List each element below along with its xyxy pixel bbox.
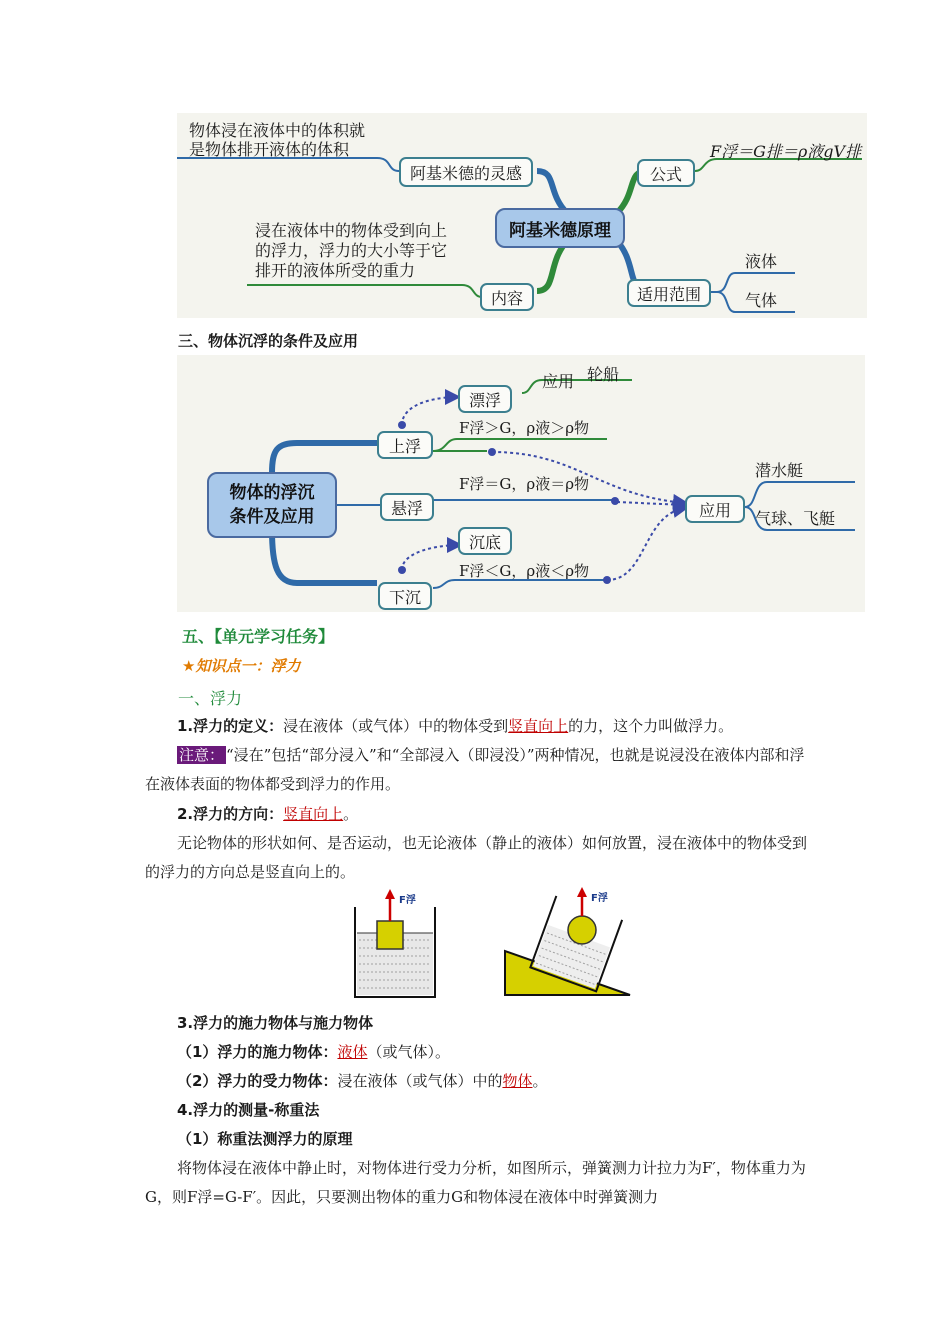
node-rise: 上浮 (377, 431, 433, 459)
item3-1-red: 液体 (337, 1043, 368, 1061)
center-line2: 条件及应用 (229, 507, 315, 527)
force-label-1: F浮 (399, 895, 416, 906)
definition-text-a: 浸在液体（或气体）中的物体受到 (283, 717, 509, 735)
cond-sink: F浮＜G，ρ液＜ρ物 (459, 562, 590, 580)
definition-line (145, 712, 810, 741)
content-note-line2: 的浮力，浮力的大小等于它 (255, 241, 448, 260)
note-tag: 注意： (179, 746, 225, 764)
subsection1-title: 一、浮力 (178, 689, 243, 708)
force-label-2: F浮 (591, 893, 608, 904)
item3-2-end: 。 (532, 1072, 548, 1090)
item3-2-label: （2）浮力的受力物体： (177, 1072, 338, 1090)
direction-red: 竖直向上 (283, 805, 344, 823)
direction-line (145, 800, 810, 829)
item4-1-title (145, 1125, 810, 1154)
archimedes-mindmap (177, 113, 867, 318)
float-sink-center (207, 472, 337, 538)
item4-paragraph: 将物体浸在液体中静止时，对物体进行受力分析，如图所示，弹簧测力计拉力为F′，物体重力为G，则F浮=G-F′。因此，只要测出物体的重力G和物体浸在液体中时弹簧测力 (145, 1159, 806, 1206)
buoyancy-figure (345, 885, 635, 1000)
inspiration-note-line2: 是物体排开液体的体积 (189, 140, 350, 159)
incline-diagram (505, 887, 630, 995)
branch-inspiration: 阿基米德的灵感 (399, 157, 533, 187)
apply-label: 应用 (542, 372, 575, 391)
item3-1-label: （1）浮力的施力物体： (177, 1043, 338, 1061)
content-note-line3: 排开的液体所受的重力 (255, 261, 416, 280)
node-application: 应用 (685, 495, 745, 523)
submarine-label: 潜水艇 (755, 461, 804, 480)
scope-liquid: 液体 (745, 252, 778, 271)
float-sink-mindmap (177, 355, 865, 612)
branch-content: 内容 (480, 283, 534, 311)
item3-2 (145, 1067, 810, 1096)
balloon-label: 气球、飞艇 (755, 509, 836, 528)
archimedes-center: 阿基米德原理 (495, 208, 625, 248)
item4-title-text: 4.浮力的测量-称重法 (177, 1101, 320, 1119)
direction-end: 。 (343, 805, 359, 823)
beaker-diagram (355, 889, 435, 997)
branch-formula: 公式 (637, 159, 695, 187)
formula-value: F浮＝G排＝ρ液gV排 (710, 142, 862, 161)
note-text: “浸在”包括“部分浸入”和“全部浸入（即浸没）”两种情况，也就是说浸没在液体内部和浮在液体表面的物体都受到浮力的作用。 (145, 746, 805, 793)
node-bottom: 沉底 (458, 527, 512, 555)
definition-red: 竖直向上 (508, 717, 569, 735)
content-note-line1: 浸在液体中的物体受到向上 (255, 221, 448, 240)
item3-2-text: 浸在液体（或气体）中的 (337, 1072, 503, 1090)
node-sink: 下沉 (378, 582, 432, 610)
item3-1-end: （或气体）。 (367, 1043, 450, 1061)
ship-label: 轮船 (587, 365, 620, 384)
branch-scope: 适用范围 (627, 279, 711, 307)
item3-title-text: 3.浮力的施力物体与施力物体 (177, 1014, 374, 1032)
section3-title: 三、物体沉浮的条件及应用 (178, 332, 359, 350)
section5-title: 五、【单元学习任务】 (182, 627, 335, 646)
item4-1-title-text: （1）称重法测浮力的原理 (177, 1130, 353, 1148)
knowledge-point-1: ★知识点一：浮力 (182, 657, 301, 675)
item3-1 (145, 1038, 810, 1067)
item3-title (145, 1009, 810, 1038)
item4-title (145, 1096, 810, 1125)
center-line1: 物体的浮沉 (229, 483, 315, 503)
cond-suspend: F浮＝G，ρ液＝ρ物 (459, 475, 590, 493)
node-float: 漂浮 (458, 385, 512, 413)
direction-paragraph: 无论物体的形状如何、是否运动，也无论液体（静止的液体）如何放置，浸在液体中的物体受到的浮力的方向总是竖直向上的。 (145, 834, 808, 881)
formula-text (710, 139, 861, 162)
definition-text-b: 的力，这个力叫做浮力。 (568, 717, 734, 735)
direction-label: 2.浮力的方向： (177, 805, 284, 823)
item3-2-red: 物体 (502, 1072, 533, 1090)
note-paragraph (145, 741, 810, 799)
cond-rise: F浮＞G，ρ液＞ρ物 (459, 419, 590, 437)
definition-label: 1.浮力的定义： (177, 717, 284, 735)
node-suspend: 悬浮 (380, 493, 434, 521)
inspiration-note-line1: 物体浸在液体中的体积就 (189, 121, 366, 140)
scope-gas: 气体 (745, 291, 778, 310)
